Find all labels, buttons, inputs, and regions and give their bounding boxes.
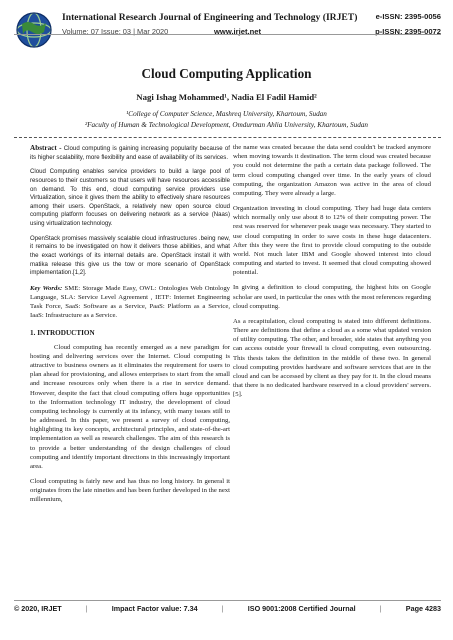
irjet-globe-logo-icon [14,10,54,50]
journal-header [14,10,441,50]
e-issn: e-ISSN: 2395-0056 [375,12,441,21]
footer-page-number: Page 4283 [405,604,441,613]
intro-paragraph-2: Cloud computing is fairly new and has thus no long history. In general it originates from the late nineties and has been further developed in the next millennium, [30,478,230,504]
affiliation-1: ¹College of Computer Science, Mashreq University, Khartoum, Sudan [126,110,327,118]
introduction-heading: 1. INTRODUCTION [30,328,95,337]
abstract-paragraph-3: OpenStack promises massively scalable cloud infrastructures .being new, it remains to be investigated on how it delivers those abilities, and what the exact workings of its internal details are. OpenStack install it with matika release this give us the tow or more scenario of OpenStack implementation.[1,2]. [30,234,230,277]
keywords-text: SME: Storage Made Easy, OWL: Ontologies Web Ontology Language, SLA: Service Level Agreement , IETF: Internet Engineering Task Force, SaaS: Software as a Service, PaaS: Platform as a Service, IaaS: Infrastructure as a Service. [30,284,231,320]
footer-separator: | [221,604,224,613]
paper-title: Cloud Computing Application [141,66,312,81]
volume-issue: Volume: 07 Issue: 03 | Mar 2020 [62,27,169,36]
footer-impact-factor: Impact Factor value: 7.34 [111,604,198,613]
footer-iso: ISO 9001:2008 Certified Journal [247,604,356,613]
intro-paragraph-1: Cloud computing has recently emerged as a new paradigm for hosting and delivering services over the Internet. Cloud computing is attractive to business owners as it eliminates the requirement for users to plan ahead for provisioning, and allows enterprises to start from the small and increase resources only when there is a rise in service demand. However, despite the fact that cloud computing offers huge opportunities to the Information technology IT industry, the development of cloud computing technology is currently at its infancy, with many issues still to be addressed. In this paper, we present a survey of cloud computing, highlighting its key concepts, architectural principles, and state-of-the-art implementation as well as research challenges. The aim of this research is to provide a better understanding of the design challenges of cloud computing and identify important directions in this increasingly important area. [30,343,230,470]
journal-title: International Research Journal of Engineering and Technology (IRJET) [62,12,358,23]
journal-url-link[interactable]: www.irjet.net [214,27,261,36]
abstract-label: Abstract - [30,144,62,152]
keywords-paragraph [30,284,230,321]
left-column [30,143,230,511]
footer-separator: | [379,604,382,613]
right-paragraph-2: Organization investing in cloud computing. They had huge data centers which normally only use about 8 to 12% of their computing power. The rest was reserved for whenever peak usage was necessary. They started to use cloud computing in order to save costs in these huge datacenters. After this they were the first to provide cloud computing to the outside world. Not much later IBM and Google showed interest into cloud computing and started to invest. It seemed that cloud computing showed potential. [233,205,431,277]
abstract-paragraph-1 [30,143,230,162]
abstract-section [30,143,230,278]
right-paragraph-4: As a recapitulation, cloud computing is stated into different definitions. There are definitions that define a cloud as a some what updated version of utility computing. The other, and broader, side states that anything you can access outside your firewall is cloud computing, even outsourcing. This thesis takes the definition in the middle of these two. In general cloud computing provides hardware and software services that are in the cloud and can be accessed by client as they pay for it. In the cloud means that there is no dedicated hardware reserved in a cloud providers' servers.[5]. [233,317,431,399]
header-divider [14,34,441,35]
page-footer [14,604,441,613]
title-divider [14,137,441,138]
affiliation-2: ²Faculty of Human & Technological Development, Omdurman Ahlia University, Khartoum, Sudan [84,121,369,129]
paper-authors: Nagi Ishag Mohammed¹, Nadia El Fadil Hamid² [136,92,317,102]
abstract-paragraph-2: Cloud Computing enables service providers to build a large pool of resources to their customers so that users will have resources accessible on demand. To this end, cloud computing service providers use Virtualization, since it gives them the ability to effectively share resources among their users. OpenStack, a relatively new open source cloud computing platform focuses on delivering network as a service (Naas) using virtualization technology. [30,168,230,228]
right-paragraph-1: the name was created because the data send couldn't be tracked anymore when moving towards it destination. The term cloud was created because you could not determine the path a certain data package followed. The term cloud computing changed over time. In the early years of cloud computing, the organization Amazon was active in the area of cloud computing. They were already a large. [233,144,431,197]
right-column [233,143,431,405]
footer-divider [14,600,441,601]
abstract-text-1: Cloud computing is gaining increasing popularity because of its higher scalability, more flexibility and ease of availability of its services. [30,145,231,161]
keywords-label: Key Words: [30,284,63,292]
right-paragraph-3: In giving a definition to cloud computing, the highest hits on Google scholar are used, in particular the ones with the most references regarding cloud computing. [233,284,431,310]
p-issn: p-ISSN: 2395-0072 [375,27,441,36]
footer-separator: | [85,604,88,613]
footer-copyright: © 2020, IRJET [14,604,62,613]
